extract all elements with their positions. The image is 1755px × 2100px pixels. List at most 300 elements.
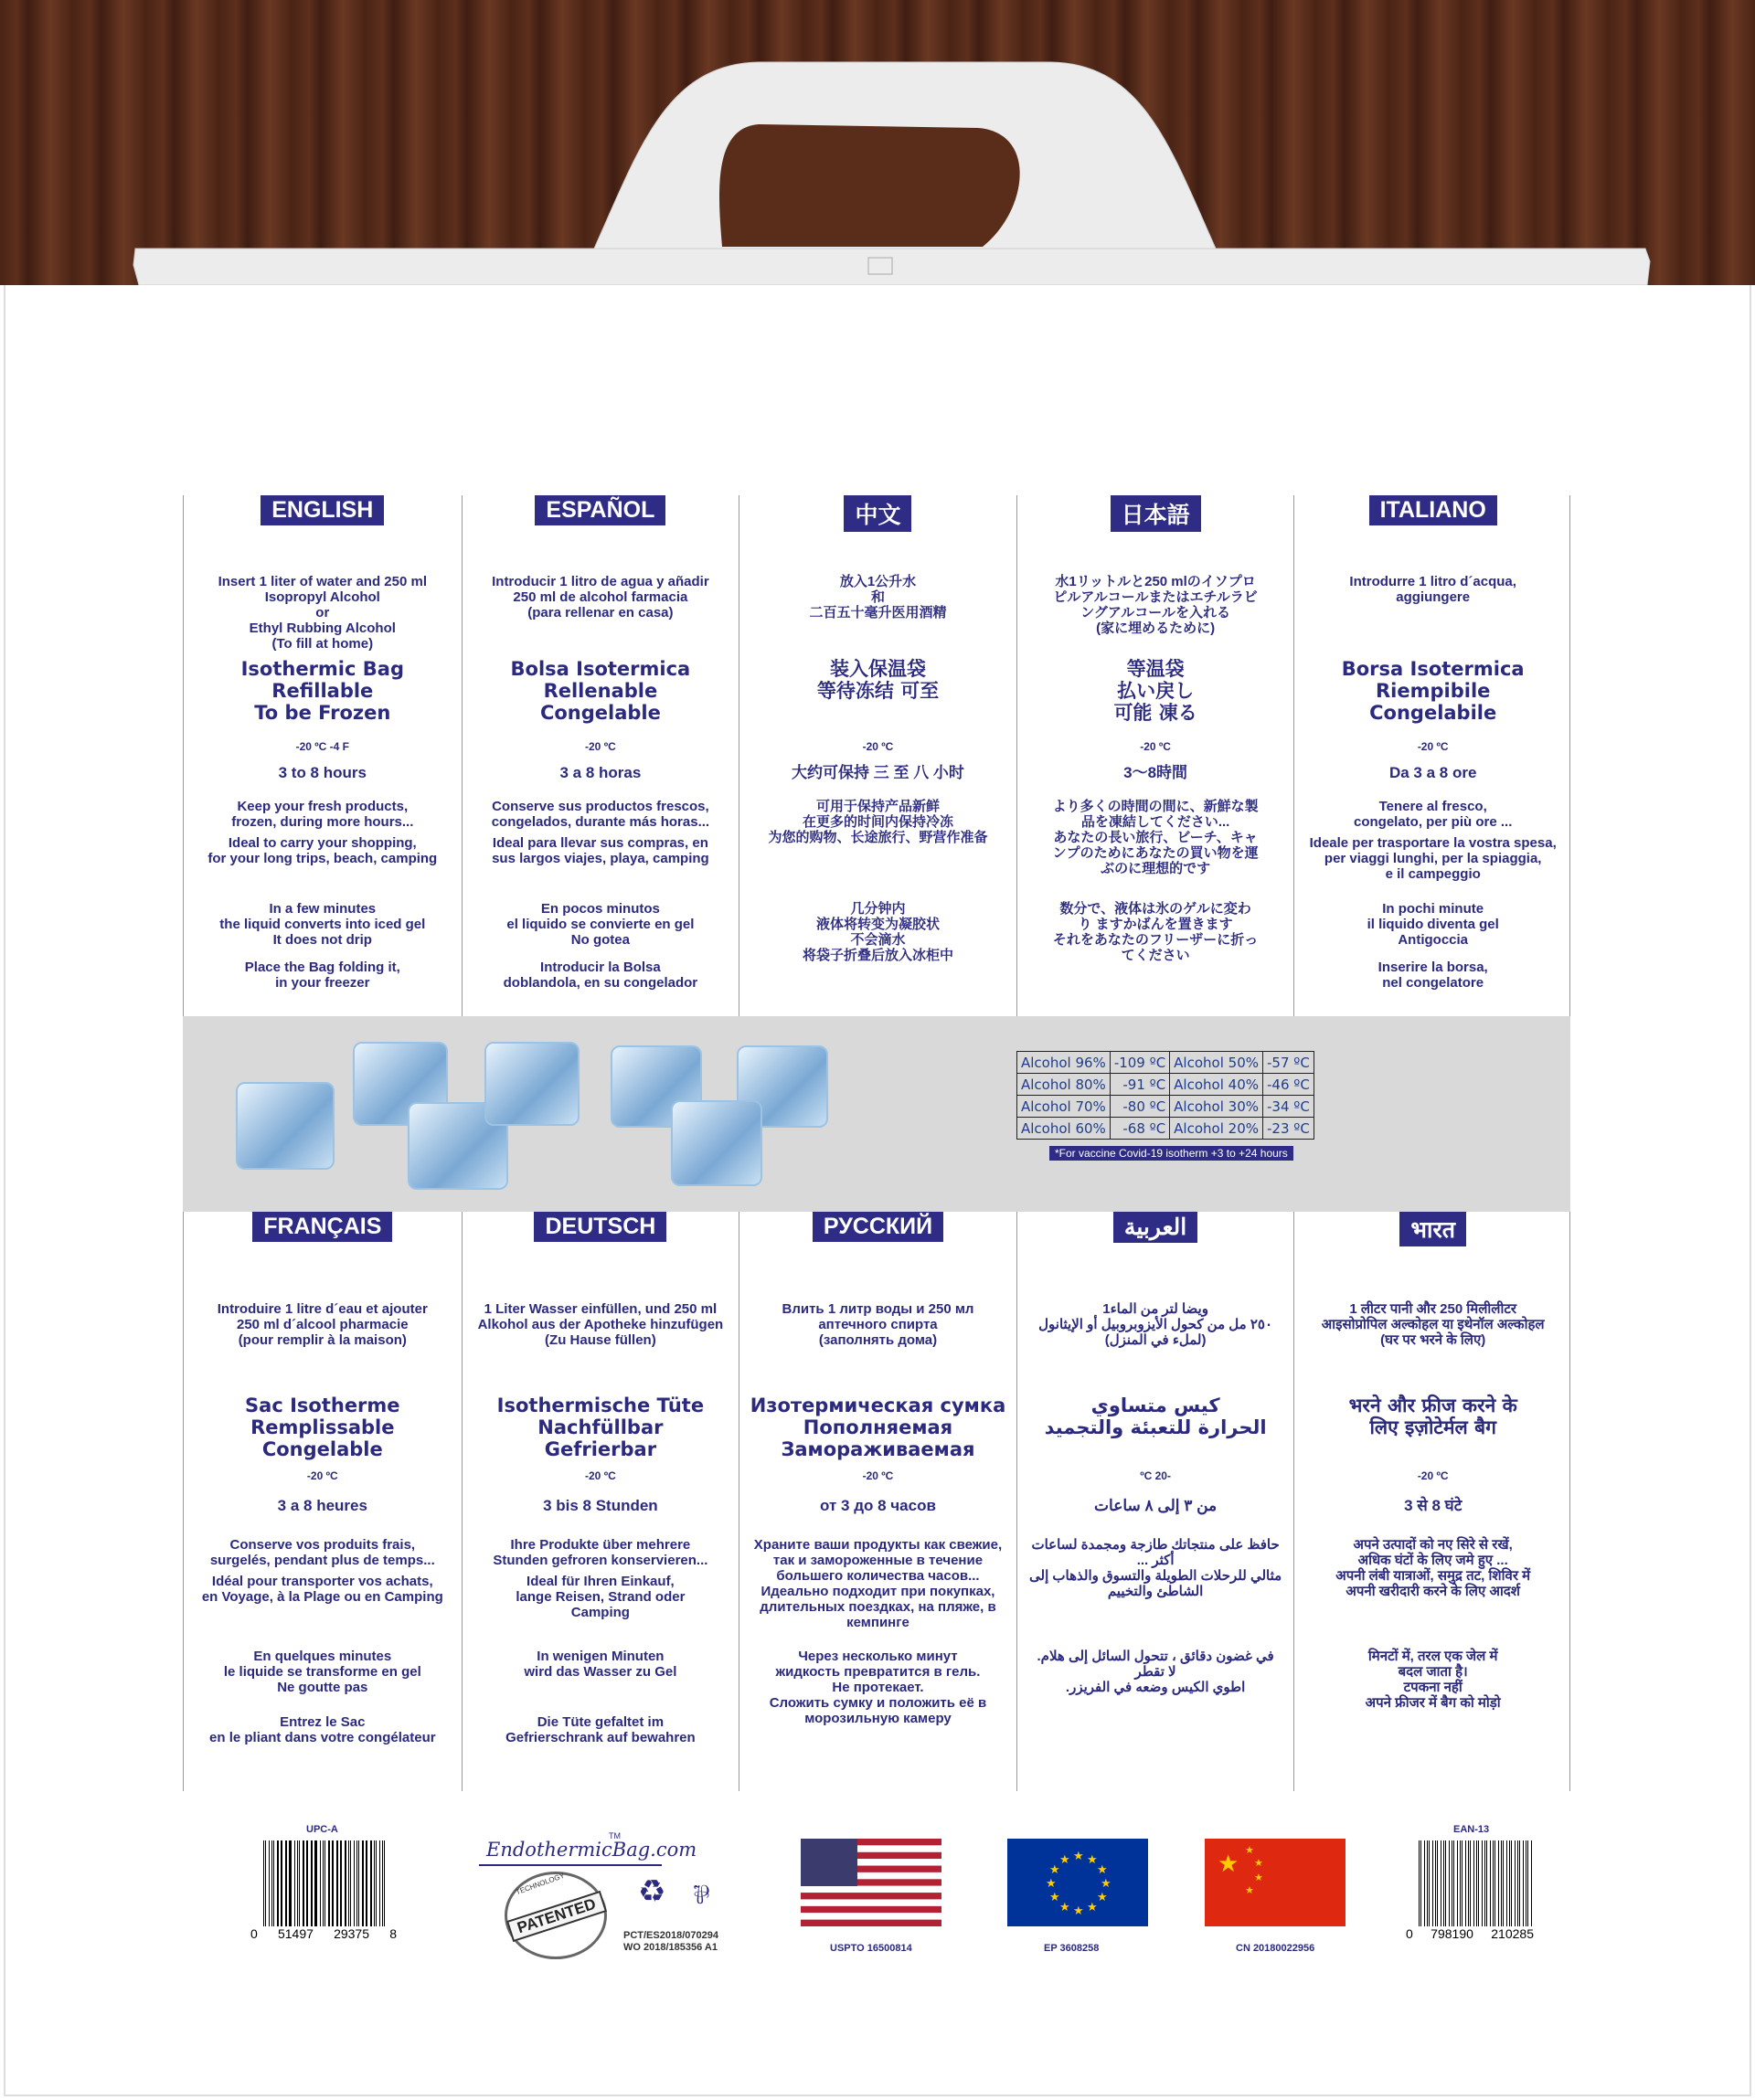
text-line: En quelques minutes <box>253 1649 392 1664</box>
text-line: 在更多的时间内保持冷冻 <box>802 814 953 830</box>
table-row <box>1017 1074 1314 1096</box>
text-line: Borsa Isotermica <box>1341 658 1525 680</box>
patent-pct: PCT/ES2018/070294 <box>623 1930 718 1941</box>
barcode-bar <box>297 1840 298 1926</box>
text-line: في غضون دقائق ، تتحول السائل إلى هلام. <box>1037 1649 1274 1664</box>
column-text-b5 <box>193 1649 452 1695</box>
barcode-bar <box>263 1840 264 1926</box>
column-text-b5 <box>1026 1649 1285 1695</box>
svg-text:★: ★ <box>1096 1890 1108 1904</box>
barcode-bar <box>1435 1840 1436 1926</box>
ice-cube-fruit-image <box>236 1082 335 1170</box>
cn-number: CN 20180022956 <box>1236 1943 1315 1954</box>
language-column <box>1293 1212 1571 1791</box>
column-text-b4 <box>472 835 730 866</box>
language-header: 中文 <box>844 495 911 532</box>
language-header: العربية <box>1113 1212 1197 1243</box>
column-text-temp: -20 ºC <box>585 1469 616 1482</box>
column-text-b2 <box>1303 1395 1562 1438</box>
text-line: (Zu Hause füllen) <box>545 1332 656 1348</box>
svg-text:★: ★ <box>1096 1862 1108 1876</box>
column-text-b4 <box>193 835 452 866</box>
text-line: Introducir la Bolsa <box>540 960 661 975</box>
text-line: ピルアルコールまたはエチルラビ <box>1053 589 1258 605</box>
barcode-bar <box>320 1840 322 1926</box>
svg-text:★: ★ <box>1245 1845 1254 1856</box>
text-line: Ideal para llevar sus compras, en <box>492 835 708 851</box>
barcode-bar <box>348 1840 349 1926</box>
text-line: Antigoccia <box>1398 932 1469 948</box>
barcode-bar <box>1517 1840 1518 1926</box>
text-line: Congelabile <box>1369 702 1497 724</box>
barcode-bar <box>332 1840 333 1926</box>
product-image-band <box>183 1016 1570 1212</box>
column-text-b3 <box>472 799 730 830</box>
column-text-b2 <box>472 1395 730 1460</box>
svg-text:★: ★ <box>1059 1899 1070 1914</box>
table-cell: Alcohol 80% <box>1017 1074 1111 1096</box>
column-text-hours: от 3 до 8 часов <box>820 1497 936 1514</box>
text-line: الحرارة للتعبئة والتجميد <box>1044 1416 1267 1438</box>
ean-barcode <box>1419 1840 1534 1926</box>
text-line: (To fill at home) <box>271 636 374 652</box>
text-line: Introducir 1 litro de agua y añadir <box>492 574 709 589</box>
column-text-temp: -20 ºC <box>1140 740 1171 753</box>
text-line: Riempibile <box>1375 680 1491 702</box>
column-text-b4 <box>193 1574 452 1605</box>
barcode-bar <box>1443 1840 1444 1926</box>
text-line: 几分钟内 <box>850 901 906 917</box>
text-line: حافظ على منتجاتك طازجة ومجمدة لساعات أكثر ... <box>1031 1537 1280 1568</box>
barcode-bar <box>328 1840 330 1926</box>
svg-text:★: ★ <box>1059 1852 1070 1867</box>
barcode-bar <box>1490 1840 1492 1926</box>
language-header: DEUTSCH <box>534 1212 666 1242</box>
barcode-bar <box>299 1840 300 1926</box>
ean-digits: 0 798190 210285 <box>1406 1926 1534 1941</box>
text-line: अपनी लंबी यात्राओं, समुद्र तट, शिविर में <box>1335 1568 1531 1584</box>
food-safe-icon: ⅌ <box>693 1880 710 1910</box>
barcode-bar <box>1465 1840 1467 1926</box>
column-text-b2 <box>749 1395 1007 1460</box>
barcode-bar <box>277 1840 279 1926</box>
column-text-b3 <box>193 799 452 830</box>
column-text-b5 <box>1303 901 1562 948</box>
svg-text:★: ★ <box>1046 1876 1057 1890</box>
text-line: Isothermische Tüte <box>496 1395 705 1416</box>
barcode-bar <box>340 1840 341 1926</box>
column-text-temp: -20 ºC -4 F <box>295 740 349 753</box>
table-cell: -57 ºC <box>1262 1052 1314 1074</box>
text-line: ンプのためにあなたの買い物を運 <box>1052 845 1259 861</box>
column-text-hours: 3〜8時間 <box>1123 764 1188 781</box>
text-line: لا تقطر <box>1134 1664 1176 1680</box>
text-line: それをあなたのフリーザーに折っ <box>1052 932 1259 948</box>
text-line: (заполнять дома) <box>818 1332 938 1348</box>
ep-number: EP 3608258 <box>1044 1943 1100 1954</box>
language-column <box>184 495 462 1016</box>
column-text-b3 <box>472 1537 730 1568</box>
column-text-b2 <box>1026 658 1285 724</box>
barcode-bar <box>269 1840 271 1926</box>
barcode-bar <box>1493 1840 1494 1926</box>
text-line: 品を凍結してください... <box>1080 814 1230 830</box>
text-line: टपकना नहीं <box>1403 1680 1462 1695</box>
column-text-b3 <box>193 1537 452 1568</box>
barcode-bar <box>384 1840 385 1926</box>
text-line: e il campeggio <box>1385 866 1481 882</box>
text-line: Stunden gefroren konservieren... <box>493 1553 708 1568</box>
text-line: 装入保温袋 <box>829 658 926 680</box>
text-line: surgelés, pendant plus de temps... <box>209 1553 435 1568</box>
svg-text:★: ★ <box>1254 1872 1263 1883</box>
text-line: To be Frozen <box>254 702 391 724</box>
text-line: Die Tüte gefaltet im <box>537 1714 665 1730</box>
barcode-bar <box>290 1840 291 1926</box>
column-text-temp: -20 ºC <box>585 740 616 753</box>
text-line: 250 ml de alcohol farmacia <box>513 589 688 605</box>
uspto-number: USPTO 16500814 <box>830 1943 912 1954</box>
barcode-bar <box>345 1840 346 1926</box>
table-cell: Alcohol 96% <box>1017 1052 1111 1074</box>
column-text-b2 <box>1026 1395 1285 1438</box>
text-line: てください <box>1121 948 1190 963</box>
usa-flag-icon <box>801 1839 941 1926</box>
barcode-bar <box>1468 1840 1469 1926</box>
barcode-bar <box>1432 1840 1434 1926</box>
patented-seal: TECHNOLOGY PATENTED <box>505 1872 607 1959</box>
text-line: Ideal to carry your shopping, <box>228 835 417 851</box>
column-text-b3 <box>749 799 1007 845</box>
text-line: अपनी खरीदारी करने के लिए आदर्श <box>1346 1584 1520 1599</box>
column-text-b4 <box>472 1574 730 1620</box>
column-text-b6 <box>193 1714 452 1745</box>
text-line: Tenere al fresco, <box>1378 799 1487 814</box>
svg-text:★: ★ <box>1049 1890 1060 1904</box>
bag-handle <box>0 0 1755 292</box>
text-line: Влить 1 литр воды и 250 мл <box>782 1301 974 1317</box>
barcode-bar <box>336 1840 338 1926</box>
barcode-bar <box>1441 1840 1442 1926</box>
table-row <box>1017 1052 1314 1074</box>
column-text-hours: 3 to 8 hours <box>278 764 367 781</box>
text-line: 水1リットルと250 mlのイソプロ <box>1055 574 1256 589</box>
text-line: Camping <box>570 1605 630 1620</box>
recycle-icon: ♻ <box>638 1874 666 1909</box>
text-line: en le pliant dans votre congélateur <box>209 1730 436 1745</box>
text-line: так и замороженные в течение <box>772 1553 984 1568</box>
column-text-b2 <box>472 658 730 724</box>
text-line: ٢٥٠ مل من كحول الأيزوبروبيل أو الإيثانول <box>1038 1317 1273 1332</box>
language-header: ENGLISH <box>261 495 384 525</box>
text-line: doblandola, en su congelador <box>503 975 698 991</box>
text-line: No gotea <box>570 932 630 948</box>
text-line: for your long trips, beach, camping <box>207 851 438 866</box>
alcohol-freezing-table <box>1016 1051 1314 1140</box>
barcode-bar <box>1473 1840 1475 1926</box>
column-text-b1 <box>1026 574 1285 636</box>
column-text-b1 <box>1303 574 1562 605</box>
table-cell: -91 ºC <box>1110 1074 1169 1096</box>
text-line: per viaggi lunghi, per la spiaggia, <box>1324 851 1542 866</box>
upc-barcode <box>263 1840 388 1926</box>
column-text-b3 <box>749 1537 1007 1630</box>
column-text-b1 <box>472 574 730 620</box>
text-line: 不会滴水 <box>850 932 906 948</box>
column-text-b5 <box>472 901 730 948</box>
column-text-b3 <box>1303 799 1562 830</box>
barcode-bar <box>1509 1840 1510 1926</box>
barcode-bar <box>1424 1840 1426 1926</box>
text-line: ويضا لتر من الماء1 <box>1102 1301 1208 1317</box>
text-line: Идеально подходит при покупках, <box>760 1584 995 1599</box>
text-line: in your freezer <box>275 975 370 991</box>
barcode-bar <box>1484 1840 1485 1926</box>
svg-text:★: ★ <box>1087 1852 1098 1867</box>
column-text-b6 <box>472 960 730 991</box>
column-text-b1 <box>749 1301 1007 1348</box>
text-line: लिए इज़ोटेर्मल बैग <box>1369 1416 1496 1438</box>
text-line: り ますかばんを置きます <box>1078 917 1233 932</box>
table-cell: -34 ºC <box>1262 1096 1314 1118</box>
barcode-bar <box>1531 1840 1533 1926</box>
text-line: In wenigen Minuten <box>537 1649 665 1664</box>
text-line: sus largos viajes, playa, camping <box>492 851 709 866</box>
text-line: congelato, per più ore ... <box>1354 814 1513 830</box>
barcode-bar <box>1427 1840 1428 1926</box>
text-line: Isothermic Bag <box>240 658 404 680</box>
column-text-b1 <box>193 1301 452 1348</box>
column-text-b6 <box>193 960 452 991</box>
column-text-b5 <box>472 1649 730 1680</box>
barcode-bar <box>323 1840 324 1926</box>
text-line: Ideale per trasportare la vostra spesa, <box>1309 835 1557 851</box>
column-text-temp: -20 ºC <box>862 1469 894 1482</box>
upc-label: UPC-A <box>306 1824 338 1835</box>
column-text-b1 <box>749 574 1007 620</box>
top-language-panel <box>183 495 1570 1016</box>
column-text-b2 <box>1303 658 1562 724</box>
table-row <box>1017 1118 1314 1140</box>
text-line: आइसोप्रोपिल अल्कोहल या इथेनॉल अल्कोहल <box>1321 1317 1545 1332</box>
table-cell: -23 ºC <box>1262 1118 1314 1140</box>
language-column <box>739 495 1016 1016</box>
barcode-bar <box>1515 1840 1516 1926</box>
brand-logo: EndothermicBag.com <box>486 1839 697 1861</box>
column-text-hours: 3 a 8 horas <box>559 764 642 781</box>
text-line: Alkohol aus der Apotheke hinzufügen <box>477 1317 724 1332</box>
barcode-bar <box>1494 1840 1495 1926</box>
column-text-b5 <box>1303 1649 1562 1711</box>
barcode-bar <box>358 1840 359 1926</box>
text-line: 将袋子折叠后放入冰柜中 <box>802 948 953 963</box>
barcode-bar <box>370 1840 372 1926</box>
text-line: 1 Liter Wasser einfüllen, und 250 ml <box>484 1301 718 1317</box>
text-line: Rellenable <box>543 680 658 702</box>
text-line: Inserire la borsa, <box>1377 960 1488 975</box>
language-header: РУССКИЙ <box>813 1212 943 1242</box>
svg-text:★: ★ <box>1073 1904 1084 1917</box>
barcode-bar <box>382 1840 383 1926</box>
barcode-bar <box>1457 1840 1459 1926</box>
text-line: Через несколько минут <box>798 1649 958 1664</box>
barcode-bar <box>289 1840 290 1926</box>
barcode-bar <box>1501 1840 1502 1926</box>
column-text-b5 <box>749 1649 1007 1726</box>
text-line: 可用于保持产品新鲜 <box>815 799 940 814</box>
barcode-bar <box>315 1840 316 1926</box>
table-cell: Alcohol 20% <box>1170 1118 1263 1140</box>
barcode-bar <box>1486 1840 1487 1926</box>
ice-cube-apple-image <box>484 1042 580 1126</box>
barcode-bar <box>281 1840 282 1926</box>
text-line: मिनटों में, तरल एक जेल में <box>1367 1649 1498 1664</box>
barcode-bar <box>1429 1840 1430 1926</box>
text-line: كيس متساوي <box>1090 1395 1220 1416</box>
barcode-bar <box>1523 1840 1525 1926</box>
language-column <box>184 1212 462 1791</box>
barcode-bar <box>1420 1840 1421 1926</box>
column-text-b3 <box>1026 799 1285 876</box>
barcode-bar <box>376 1840 377 1926</box>
text-line: жидкость превратится в гель. <box>775 1664 981 1680</box>
text-line: In a few minutes <box>269 901 377 917</box>
text-line: Isopropyl Alcohol <box>264 589 380 605</box>
column-text-hours: 3 a 8 heures <box>277 1497 367 1514</box>
svg-text:★: ★ <box>1218 1850 1239 1877</box>
text-line: Пополняемая <box>803 1416 953 1438</box>
eu-flag-icon <box>1007 1839 1148 1926</box>
language-column <box>462 495 739 1016</box>
text-line: Не протекает. <box>832 1680 924 1695</box>
language-column <box>1293 495 1571 1016</box>
text-line: Ne goutte pas <box>277 1680 368 1695</box>
text-line: 1 लीटर पानी और 250 मिलीलीटर <box>1349 1301 1517 1317</box>
text-line: or <box>315 605 330 620</box>
text-line: 放入1公升水 <box>839 574 917 589</box>
patent-wo: WO 2018/185356 A1 <box>623 1942 718 1953</box>
barcode-bar <box>1482 1840 1484 1926</box>
text-line: le liquide se transforme en gel <box>223 1664 421 1680</box>
text-line: frozen, during more hours... <box>231 814 414 830</box>
barcode-bar <box>1445 1840 1446 1926</box>
svg-text:★: ★ <box>1073 1849 1084 1862</box>
text-line: (para rellenar en casa) <box>527 605 674 620</box>
barcode-bar <box>314 1840 315 1926</box>
text-line: Gefrierschrank auf bewahren <box>505 1730 696 1745</box>
column-text-hours: Da 3 a 8 ore <box>1388 764 1477 781</box>
text-line: Ihre Produkte über mehrere <box>510 1537 691 1553</box>
column-text-b5 <box>193 901 452 948</box>
barcode-bar <box>273 1840 274 1926</box>
language-header: ESPAÑOL <box>535 495 665 525</box>
text-line: Place the Bag folding it, <box>244 960 400 975</box>
text-line: अपने उत्पादों को नए सिरे से रखें, <box>1353 1537 1513 1553</box>
text-line: Bolsa Isotermica <box>510 658 691 680</box>
text-line: Idéal pour transporter vos achats, <box>211 1574 433 1589</box>
barcode-bar <box>307 1840 308 1926</box>
barcode-bar <box>1453 1840 1454 1926</box>
column-text-b5 <box>1026 901 1285 963</box>
language-column <box>739 1212 1016 1791</box>
text-line: あなたの長い旅行、ビーチ、キャ <box>1053 830 1258 845</box>
text-line: lange Reisen, Strand oder <box>516 1589 686 1605</box>
text-line: 和 <box>870 589 885 605</box>
language-column <box>1016 495 1294 1016</box>
barcode-bar <box>1503 1840 1504 1926</box>
table-cell: -46 ºC <box>1262 1074 1314 1096</box>
text-line: Entrez le Sac <box>280 1714 366 1730</box>
column-text-b3 <box>1026 1537 1285 1599</box>
text-line: Ethyl Rubbing Alcohol <box>249 620 396 636</box>
text-line: 等温袋 <box>1126 658 1185 680</box>
column-text-b2 <box>749 658 1007 702</box>
barcode-bar <box>374 1840 375 1926</box>
table-cell: Alcohol 70% <box>1017 1096 1111 1118</box>
column-text-b5 <box>749 901 1007 963</box>
barcode-bar <box>1449 1840 1451 1926</box>
text-line: बदल जाता है। <box>1398 1664 1468 1680</box>
trademark-mark: TM <box>609 1831 621 1840</box>
barcode-bar <box>350 1840 351 1926</box>
svg-text:★: ★ <box>1087 1899 1098 1914</box>
svg-text:★: ★ <box>1254 1858 1263 1869</box>
column-text-temp: -20 ºC <box>1140 1469 1171 1482</box>
text-line: 二百五十毫升医用酒精 <box>809 605 947 620</box>
upc-digits: 0 51497 29375 8 <box>250 1926 397 1941</box>
column-text-b6 <box>472 1714 730 1745</box>
barcode-bar <box>271 1840 272 1926</box>
text-line: 液体将转变为凝胶状 <box>815 917 940 932</box>
text-line: (家に埋めるために) <box>1096 620 1216 636</box>
ice-cube-bottle-image <box>671 1100 762 1186</box>
language-header: FRANÇAIS <box>252 1212 392 1242</box>
bottom-language-panel <box>183 1212 1570 1791</box>
barcode-bar <box>1437 1840 1438 1926</box>
text-line: аптечного спирта <box>818 1317 938 1332</box>
barcode-bar <box>1511 1840 1512 1926</box>
text-line: nel congelatore <box>1382 975 1484 991</box>
column-text-temp: -20 ºC <box>1417 1469 1449 1482</box>
barcode-bar <box>354 1840 356 1926</box>
table-cell: -109 ºC <box>1110 1052 1169 1074</box>
text-line: Keep your fresh products, <box>237 799 409 814</box>
text-line: より多くの時間の間に、新鮮な製 <box>1052 799 1259 814</box>
column-text-b1 <box>472 1301 730 1348</box>
column-text-b1 <box>1026 1301 1285 1348</box>
svg-text:★: ★ <box>1245 1885 1254 1896</box>
text-line: (घर पर भरने के लिए) <box>1380 1332 1486 1348</box>
text-line: морозильную камеру <box>804 1711 952 1726</box>
column-text-temp: -20 ºC <box>862 740 894 753</box>
column-text-hours: 3 bis 8 Stunden <box>543 1497 658 1514</box>
text-line: Congelable <box>261 1438 383 1460</box>
barcode-bar <box>306 1840 307 1926</box>
text-line: Ideal für Ihren Einkauf, <box>526 1574 675 1589</box>
language-column <box>1016 1212 1294 1791</box>
text-line: Insert 1 liter of water and 250 ml <box>218 574 427 589</box>
column-text-hours: من ٣ إلى ٨ ساعات <box>1094 1497 1218 1514</box>
barcode-bar <box>265 1840 266 1926</box>
text-line: Congelable <box>539 702 661 724</box>
table-cell: Alcohol 50% <box>1170 1052 1263 1074</box>
text-line: 数分で、液体は氷のゲルに変わ <box>1059 901 1251 917</box>
text-line: مثالي للرحلات الطويلة والتسوق والذهاب إلى <box>1029 1568 1282 1584</box>
text-line: Храните ваши продукты как свежие, <box>753 1537 1003 1553</box>
text-line: In pochi minute <box>1382 901 1484 917</box>
column-text-b2 <box>193 658 452 724</box>
text-line: 可能 凍る <box>1113 702 1197 724</box>
